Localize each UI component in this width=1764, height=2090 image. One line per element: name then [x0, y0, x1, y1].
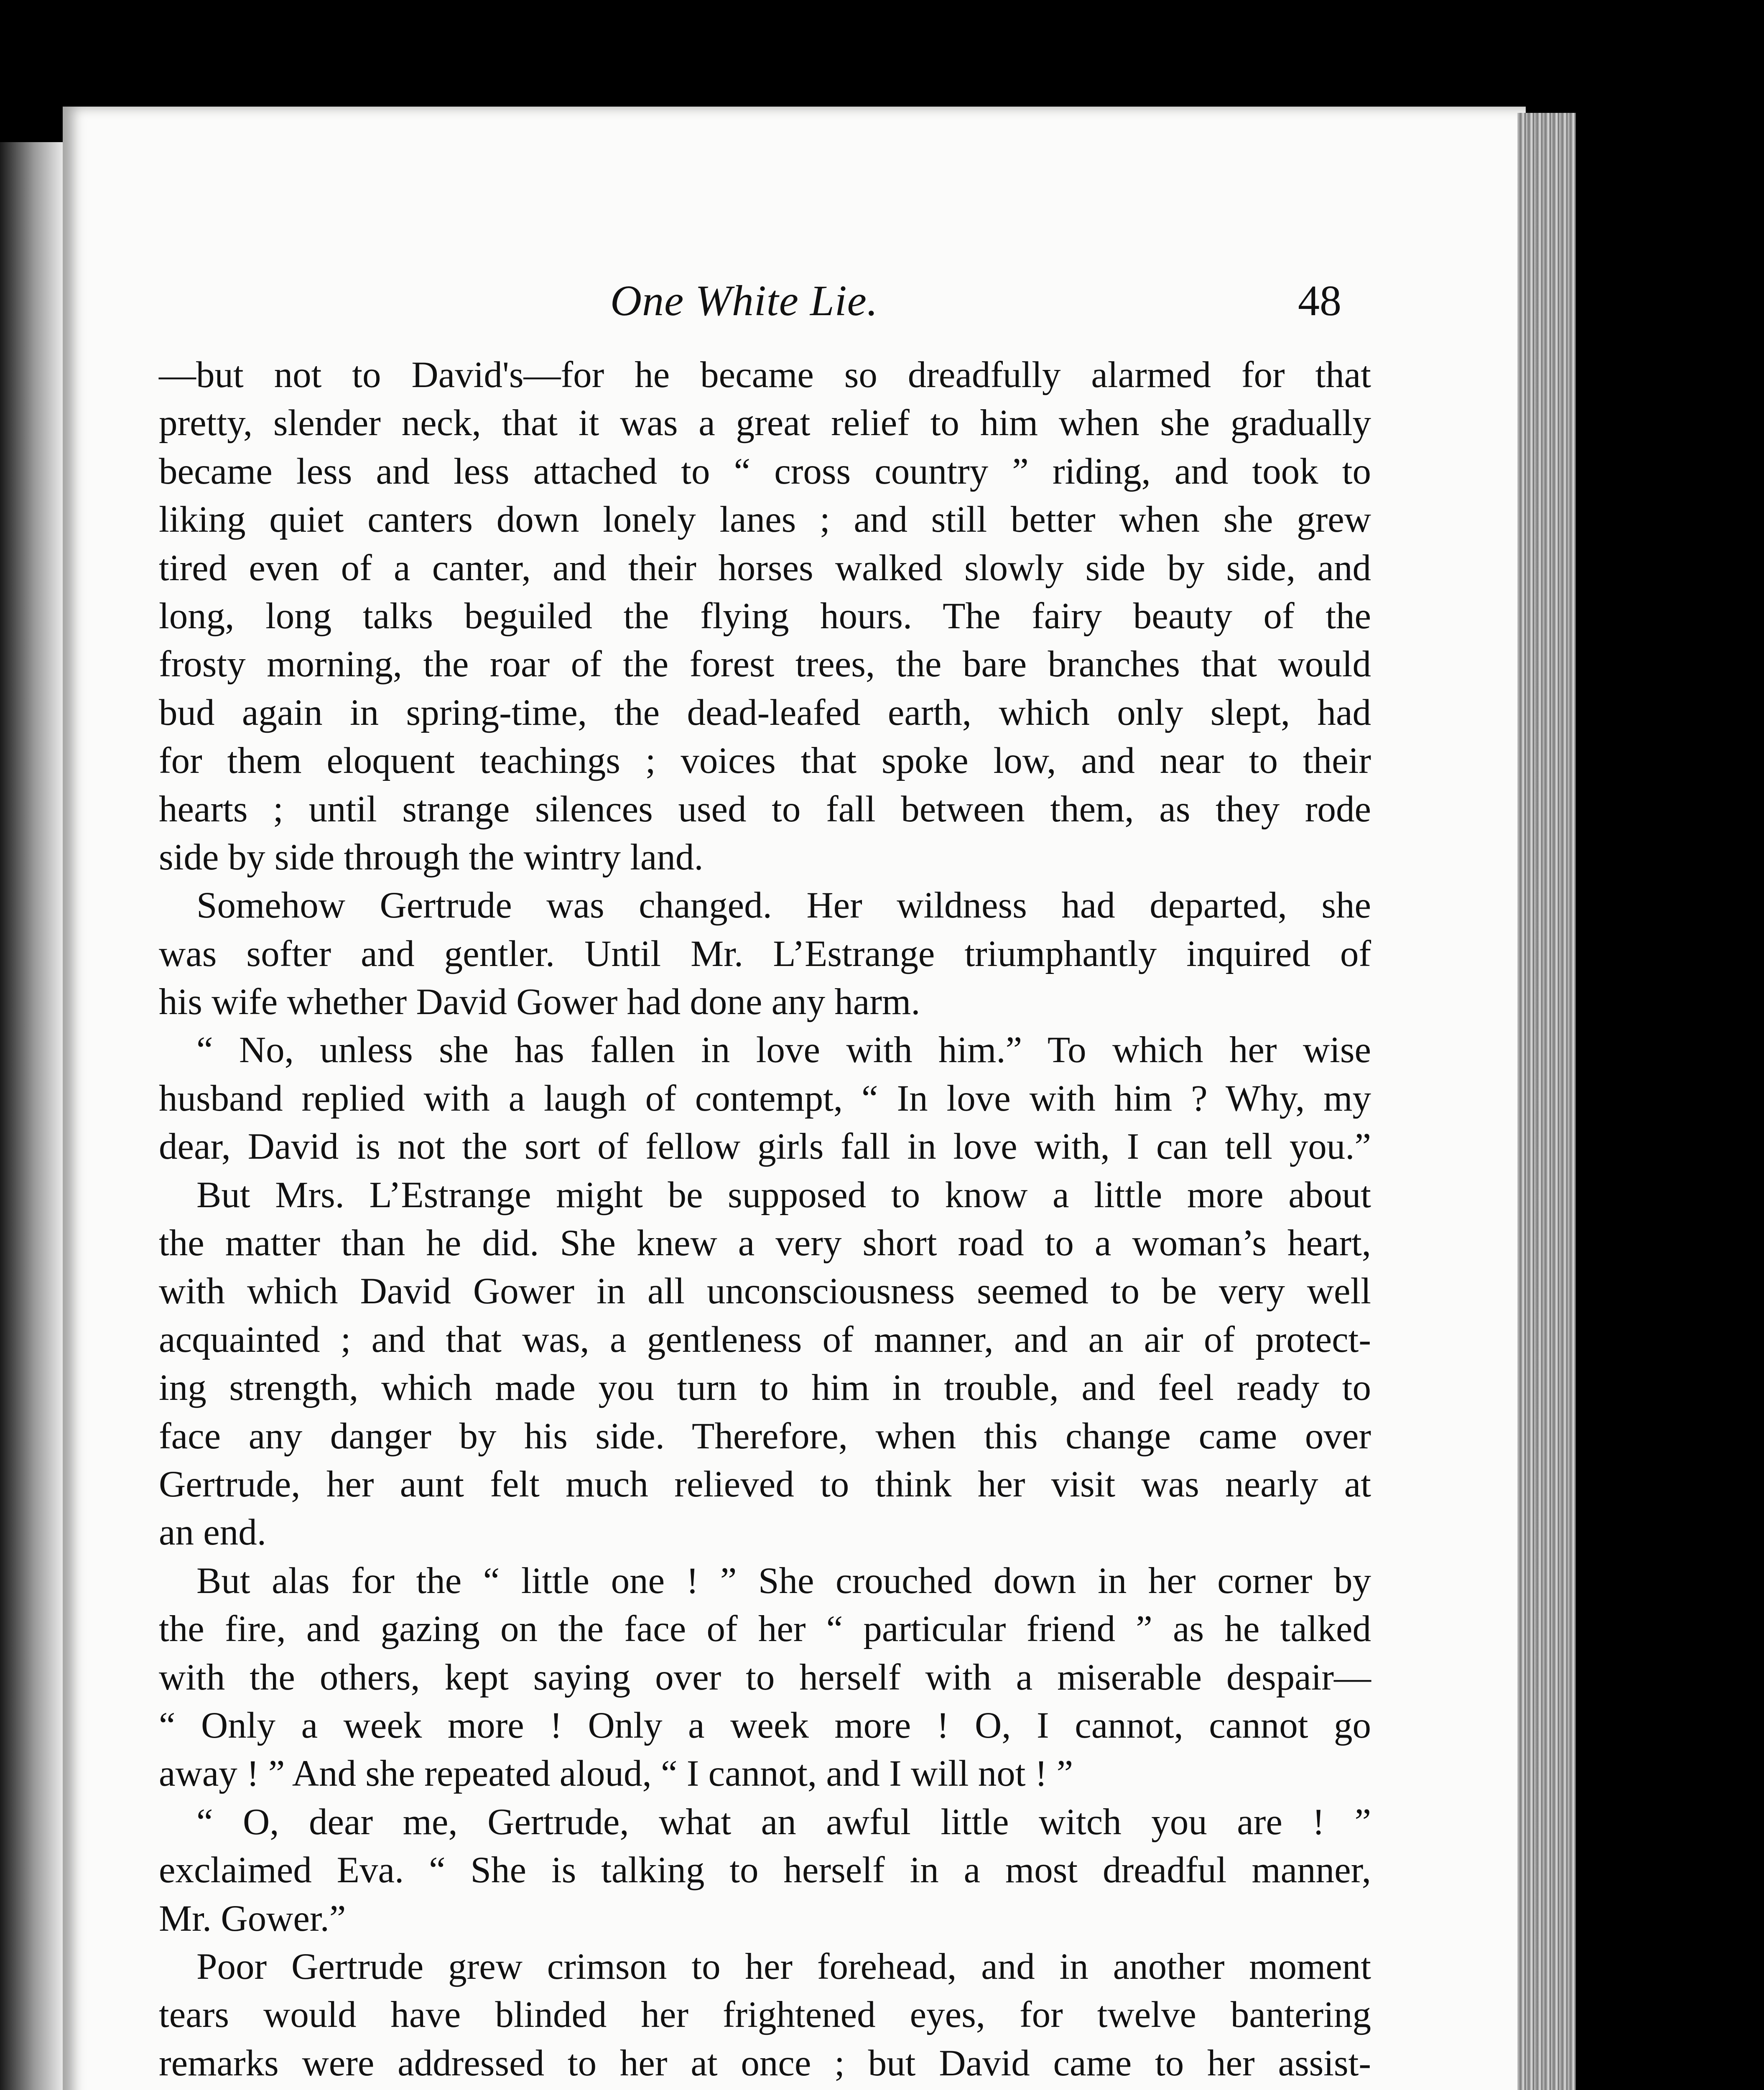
- text-line: dear, David is not the sort of fellow girls fall in love with, I can tell you.”: [159, 1126, 1371, 1167]
- text-line: Gertrude, her aunt felt much relieved to think her visit was nearly at: [159, 1463, 1371, 1505]
- text-line: But alas for the “ little one ! ” She crouched down in her corner by: [196, 1560, 1371, 1601]
- body-text: [159, 351, 1371, 2090]
- text-line: bud again in spring-time, the dead-leafed earth, which only slept, had: [159, 692, 1371, 733]
- text-line: the fire, and gazing on the face of her “ particular friend ” as he talked: [159, 1608, 1371, 1650]
- text-line: acquainted ; and that was, a gentleness of manner, and an air of protect-: [159, 1319, 1371, 1360]
- text-line: with the others, kept saying over to herself with a miserable despair—: [159, 1657, 1371, 1698]
- text-line: face any danger by his side. Therefore, when this change came over: [159, 1415, 1371, 1457]
- text-line: an end.: [159, 1512, 267, 1553]
- text-line: hearts ; until strange silences used to fall between them, as they rode: [159, 788, 1371, 830]
- text-line: ing strength, which made you turn to him in trouble, and feel ready to: [159, 1367, 1371, 1409]
- text-line: [159, 2087, 1371, 2090]
- text-line: tears would have blinded her frightened eyes, for twelve bantering: [159, 1994, 1371, 2036]
- left-page-edge: [0, 142, 63, 2090]
- text-line: husband replied with a laugh of contempt, “ In love with him ? Why, my: [159, 1078, 1371, 1119]
- text-line: with which David Gower in all unconsciousness seemed to be very well: [159, 1271, 1371, 1312]
- text-line: —but not to David's—for he became so dreadfully alarmed for that: [159, 354, 1371, 395]
- page-number: 48: [1298, 277, 1341, 325]
- text-line: frosty morning, the roar of the forest trees, the bare branches that would: [159, 644, 1371, 685]
- text-line: “ No, unless she has fallen in love with him.” To which her wise: [196, 1030, 1371, 1071]
- text-line: pretty, slender neck, that it was a great relief to him when she gradually: [159, 403, 1371, 444]
- text-line: for them eloquent teachings ; voices that spoke low, and near to their: [159, 740, 1371, 782]
- text-line: Poor Gertrude grew crimson to her forehead, and in another moment: [196, 1946, 1371, 1987]
- text-line: Somehow Gertrude was changed. Her wildness had departed, she: [196, 885, 1371, 926]
- text-line: away ! ” And she repeated aloud, “ I cannot, and I will not ! ”: [159, 1753, 1073, 1794]
- page-edges: [1517, 113, 1576, 2090]
- text-line: “ O, dear me, Gertrude, what an awful little witch you are ! ”: [196, 1801, 1371, 1843]
- text-line: exclaimed Eva. “ She is talking to herself in a most dreadful manner,: [159, 1850, 1371, 1891]
- text-line: side by side through the wintry land.: [159, 836, 704, 878]
- text-line: the matter than he did. She knew a very short road to a woman’s heart,: [159, 1223, 1371, 1264]
- text-line: remarks were addressed to her at once ; but David came to her assist-: [159, 2042, 1371, 2084]
- text-line: “ Only a week more ! Only a week more ! O, I cannot, cannot go: [159, 1705, 1371, 1746]
- text-line: long, long talks beguiled the flying hours. The fairy beauty of the: [159, 595, 1371, 637]
- text-line: tired even of a canter, and their horses walked slowly side by side, and: [159, 547, 1371, 589]
- text-line: was softer and gentler. Until Mr. L’Estrange triumphantly inquired of: [159, 933, 1371, 974]
- text-line: became less and less attached to “ cross country ” riding, and took to: [159, 451, 1371, 492]
- running-title: One White Lie.: [610, 277, 878, 325]
- text-line: Mr. Gower.”: [159, 1898, 346, 1939]
- text-line: liking quiet canters down lonely lanes ; and still better when she grew: [159, 499, 1371, 540]
- text-line: But Mrs. L’Estrange might be supposed to know a little more about: [196, 1174, 1371, 1216]
- text-line: his wife whether David Gower had done any harm.: [159, 981, 920, 1023]
